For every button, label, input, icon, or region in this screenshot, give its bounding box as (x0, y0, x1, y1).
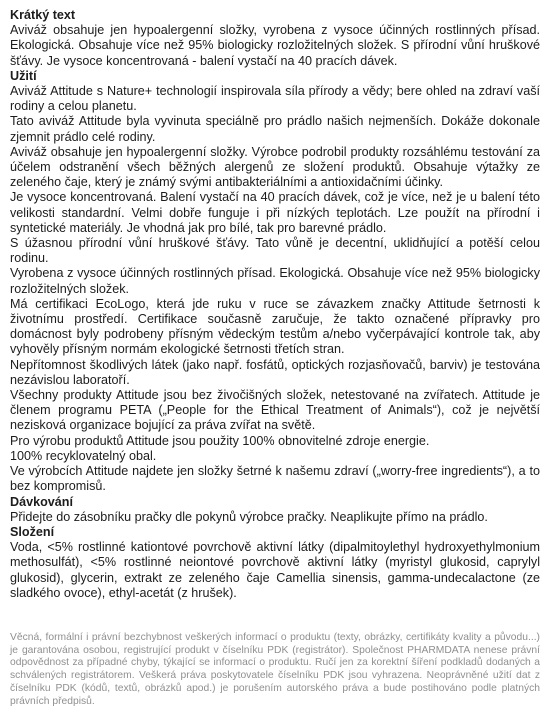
section-paragraph: Všechny produkty Attitude jsou bez živočišných složek, netestované na zvířatech. Attitude je členem programu PETA („People for the Ethical Treatment of Animals“), což je největší nezisková organizace bojující za práva zvířat na světě. (10, 388, 540, 433)
section-paragraph: Aviváž obsahuje jen hypoalergenní složky, vyrobena z vysoce účinných rostlinných přísad. Ekologická. Obsahuje více než 95% biologicky rozložitelných složek. S přírodní vůní hruškové šťávy. Je vysoce koncentrovaná - balení vystačí na 40 pracích dávek. (10, 23, 540, 68)
section-paragraph: Přidejte do zásobníku pračky dle pokynů výrobce pračky. Neaplikujte přímo na prádlo. (10, 509, 488, 524)
section-paragraph: Má certifikaci EcoLogo, která jde ruku v ruce se závazkem značky Attitude šetrnosti k životnímu prostředí. Certifikace současně zaručuje, že takto označené přípravky pro domácnost byly podrobeny přísným vědeckým testům a/nebo vyčerpávající kontrole tak, aby vyhověly přísným normám ekologické šetrnosti třetích stran. (10, 296, 540, 357)
section-title-slozeni: Složení (10, 524, 55, 539)
section-paragraph: Je vysoce koncentrovaná. Balení vystačí na 40 pracích dávek, což je více, než je u balení této velikosti standardní. Velmi dobře funguje i při nízkých teplotách. Lze použít na přírodní i syntetické materiály. Je vhodná jak pro bílé, tak pro barevné prádlo. (10, 190, 540, 235)
section-paragraph: Voda, <5% rostlinné kationtové povrchově aktivní látky (dipalmitoylethyl hydroxyethylmonium methosulfát), <5% rostlinné neiontové povrchově aktivní látky (myristyl glukosid, caprylyl glukosid), glycerin, extrakt ze zeleného čaje Camellia sinensis, gamma-undecalactone (ze sladkého ovoce), ethyl-acetát (z hrušek). (10, 540, 540, 600)
section-paragraph: Ve výrobcích Attitude najdete jen složky šetrné k našemu zdraví („worry-free ingredients“), a to bez kompromisů. (10, 464, 540, 494)
section-davkovani (10, 495, 540, 525)
section-title-uziti: Užití (10, 68, 37, 83)
section-paragraph: Aviváž obsahuje jen hypoalergenní složky. Výrobce podrobil produkty rozsáhlému testování za účelem odstranění všech běžných alergenů ze složení produktů. Obsahuje výtažky ze zeleného čaje, který je známý svými antibakteriálními a antioxidačními účinky. (10, 144, 540, 190)
section-paragraph: Vyrobena z vysoce účinných rostlinných přísad. Ekologická. Obsahuje více než 95% biologicky rozložitelných složek. (10, 266, 540, 296)
section-paragraph: Tato aviváž Attitude byla vyvinuta speciálně pro prádlo našich nejmenších. Dokáže dokonale zjemnit prádlo celé rodiny. (10, 114, 540, 144)
section-paragraph: Pro výrobu produktů Attitude jsou použity 100% obnovitelné zdroje energie. (10, 433, 430, 448)
section-kratky-text (10, 8, 540, 69)
product-description (10, 8, 540, 601)
section-title-davkovani: Dávkování (10, 494, 73, 509)
section-paragraph: Aviváž Attitude s Nature+ technologií inspirovala síla přírody a vědy; bere ohled na zdraví vaší rodiny a celou planetu. (10, 84, 540, 114)
legal-disclaimer: Věcná, formální i právní bezchybnost veškerých informací o produktu (texty, obrázky, certifikáty kvality a původu...) je garantována osobou, registrující produkt v číselníku PDK (registrátor). Společnost PHARMDATA nenese právní odpovědnost za případné chyby, týkající se informací o produktu. Ručí jen za korektní šíření podkladů dodaných a schválených registrátorem. Veškerá práva poskytovatele číselníku PDK jsou vyhrazena. Neoprávněné užití dat z číselníku PDK (kódů, textů, obrázků apod.) je porušením autorského práva a bude postihováno podle platných právních předpisů. (10, 632, 540, 707)
section-paragraph: Nepřítomnost škodlivých látek (jako např. fosfátů, optických rozjasňovačů, barviv) je testována nezávislou laboratoří. (10, 357, 540, 387)
section-title-kratky-text: Krátký text (10, 8, 76, 22)
section-paragraph: 100% recyklovatelný obal. (10, 448, 157, 463)
section-uziti (10, 69, 540, 495)
section-slozeni (10, 525, 540, 601)
section-paragraph: S úžasnou přírodní vůní hruškové šťávy. Tato vůně je decentní, uklidňující a potěší celou rodinu. (10, 236, 540, 266)
